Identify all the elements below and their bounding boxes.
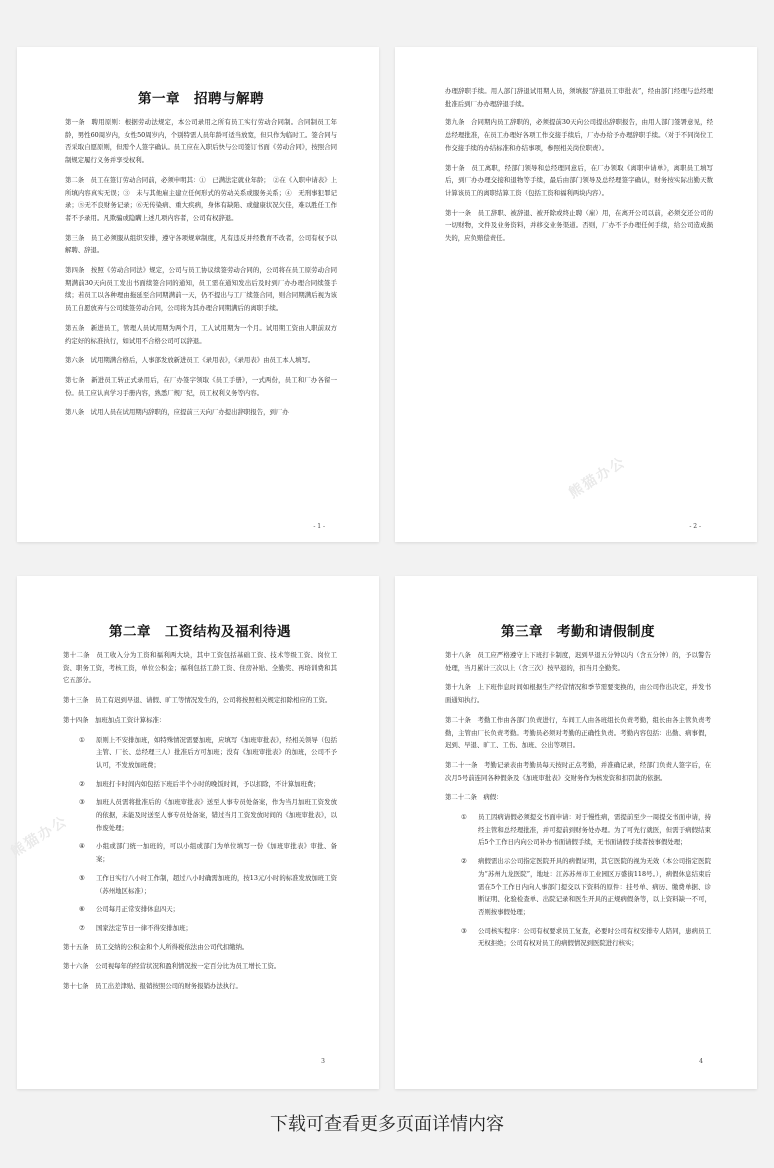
list-item-text: 小组或部门统一加班的，可以小组或部门为单位填写一份《加班审批表》审批、备案； [96,842,337,864]
watermark: 熊猫办公 [566,454,629,502]
download-more-prompt[interactable]: 下载可查看更多页面详情内容 [270,1114,504,1135]
article-paragraph: 办理辞职手续。用人部门辞退试用期人员，须填报“辞退员工审批表”，经由部门经理与总经理批准后到厂办办理辞退手续。 [445,87,713,108]
list-item [445,925,711,950]
list-number: ① [79,735,85,744]
list-item-text: 公司每月正常安排休息四天； [96,905,180,914]
article-paragraph: 第十五条 员工交纳的公积金和个人所得税依法由公司代扣缴纳。 [63,942,249,951]
list-item-text: 加班人员需将批准后的《加班审批表》送至人事专员处备案，作为当月加班工资发放的依据，未能及时送至人事专员处备案，错过当月工资发放时间的《加班审批表》，以作废处理； [96,798,337,832]
list-item [63,922,337,935]
list-number: ① [461,813,467,822]
list-item [63,734,337,772]
article-paragraph: 第八条 试用人员在试用期内辞职的，应提前三天向厂办提出辞职报告，到厂办 [65,408,289,417]
list-item-text: 公司核实程序：公司有权要求员工复查，必要时公司有权安排专人陪同，患病员工无权拒绝；公司有权对员工的病假情况到医院进行核实； [478,926,711,948]
article-paragraph: 第二十条 考勤工作由各部门负责进行，车间工人由各班组长负责考勤，组长由各主管负责考勤，主管由厂长负责考勤。考勤员必须对考勤的正确性负责。考勤内容包括：出勤、病事假，迟到、早退、旷工、工伤、加班、公出等项目。 [445,715,711,750]
article-paragraph: 第十二条 员工收入分为工资和福利两大块，其中工资包括基础工资、技术等级工资、岗位工资、职务工资，考核工资，单位公积金；福利包括工龄工资、住房补贴、全勤奖、再培训费和其它五部分。 [63,651,337,685]
chapter-title: 第三章 考勤和请假制度 [501,624,655,640]
list-item-text: 病假需出示公司指定医院开具的病假证明，其它医院的视为无效（本公司指定医院为“苏州九龙医院”，地址：江苏苏州市工业园区万盛街118号。），病假休息结束后需在5个工作日内向人事部门提交以下资料的原件：挂号单、病历、缴费单据、诊断证明、化验检查单、出院记录和医生开具的正规病假条等，以上资料缺一不可，否则按事假处理； [478,857,711,916]
article-paragraph: 第二十二条 病假： [445,793,503,802]
list-number: ⑥ [79,905,85,914]
list-item-text: 原则上不安排加班，如特殊情况需要加班，应填写《加班审批表》，经相关领导（包括主管、厂长、总经理三人）批准后方可加班；没有《加班审批表》的加班，公司不予认可，不发放加班费； [96,735,337,769]
document-page-1 [17,47,379,542]
article-paragraph: 第十三条 员工有迟到早退、请假、旷工等情况发生的，公司将按照相关规定扣除相应的工资。 [63,696,332,705]
list-number: ④ [79,842,85,851]
list-item [63,840,337,865]
chapter-title: 第一章 招聘与解聘 [138,91,264,107]
page-number: - 1 - [313,523,325,530]
article-paragraph: 第六条 试用期满合格后，人事部发放新进员工《录用表》，《录用表》由员工本人填写。 [65,356,315,365]
list-item [445,811,711,849]
list-item-text: 加班打卡时间内如包括下班后半个小时的晚饭时间，予以扣除，不计算加班费； [96,779,320,788]
list-number: ③ [461,926,467,935]
document-page-4 [395,576,757,1089]
article-paragraph: 第十条 员工离职，经部门领导和总经理同意后，在厂办领取《离职申请单》，离职员工填写后，到厂办办理交接和退物等手续，最后由部门领导及总经理签字确认，财务按实际出勤天数计算该员工的离职结算工资（包括工资和福利两块内容）。 [445,163,713,197]
list-number: ⑦ [79,923,85,932]
article-paragraph: 第七条 新进员工转正式录用后，在厂办签字领取《员工手册》，一式两份，员工和厂办各留一份。员工应认真学习手册内容，熟悉厂规厂纪，员工权利义务等内容。 [65,375,337,397]
chapter-title: 第二章 工资结构及福利待遇 [109,624,291,640]
article-paragraph: 第二十一条 考勤记录表由考勤员每天按时正点考勤，并准确记录，经部门负责人签字后，在次月5号前连同各种假条及《加班审批表》交财务作为核发资和扣罚款的依据。 [445,760,711,782]
article-paragraph: 第三条 员工必须服从组织安排，遵守各项规章制度，凡有违反并经教育不改者，公司有权予以解聘、辞退。 [65,233,337,255]
article-paragraph: 第二条 员工在签订劳动合同前，必须申明其：① 已满法定就业年龄； ②在《入职申请表》上所填内容真实无误；③ 未与其他雇主建立任何形式的劳动关系或服务关系；④ 无刑事犯罪记录；⑤无不良财务记录；⑥无传染病、重大疾病，身体有缺陷、或健康状况欠佳，难以胜任工作者不予录用。凡欺骗或隐瞒上述几项内容者，公司有权辞退。 [65,175,337,222]
list-item [63,796,337,834]
list-item [63,778,337,791]
list-item-text: 员工因病请假必须提交书面申请：对于慢性病，需提前至少一周提交书面申请，持经主管和总经理批准，并可提前到财务处办理。为了可先行就医，但需于病假结束后5个工作日内向公司补办书面请假手续，无书面请假手续者按事假处理； [478,813,711,847]
document-page-3 [8,576,379,1089]
watermark: 熊猫办公 [8,813,71,861]
article-paragraph: 第十四条 加班加点工资计算标准： [63,715,166,724]
list-item [63,903,337,916]
article-paragraph: 第一条 聘用原则：根据劳动法规定，本公司录用之所有员工实行劳动合同制。合同制员工年龄，男性60周岁内，女性50周岁内，个别特需人员年龄可适当放宽，但只作为临时工。签合同与否采取自愿原则，但需个人签字确认。员工应在入职后快与公司签订书面《劳动合同》，按照合同制规定履行义务并享受权利。 [65,118,337,165]
article-paragraph: 第五条 新进员工，管理人员试用期为两个月，工人试用期为一个月。试用期工资由人职前双方约定好的标准执行，如试用不合格公司可以辞退。 [65,323,337,345]
article-paragraph: 第十一条 员工辞职、被辞退、被开除或终止聘（雇）用，在离开公司以前，必须交还公司的一切财物，文件及业务资料，并移交业务渠道。否则，厂办不予办理任何手续，给公司造成损失的，应负赔偿责任。 [445,208,713,243]
list-item-text: 国家法定节日一律不得安排加班； [96,923,192,932]
article-paragraph: 第四条 按照《劳动合同法》规定，公司与员工协议续签劳动合同的，公司将在员工原劳动合同期满前30天向员工发出书面续签合同的通知，员工需在通知发出后及时到厂办办理合同续签手续；若员工以各种理由拖延至合同期满前一天，仍不提出与工厂续签合同，则合同期满后视为该员工自愿放弃与公司续签劳动合同，公司将为其办理合同期满后的离职手续。 [65,266,337,313]
list-number: ③ [79,798,85,807]
list-number: ② [79,779,85,788]
list-number: ⑤ [79,873,85,882]
page-number: - 2 - [689,523,701,530]
list-item-text: 工作日实行八小时工作制，超过八小时确需加班的，按13元/小时的标准发放加班工资（苏州地区标准）； [96,873,337,895]
document-page-2 [395,47,757,542]
article-paragraph: 第十六条 公司视每年的经营状况和盈利情况按一定百分比为员工增长工资。 [63,962,281,971]
article-paragraph: 第十八条 员工应严格遵守上下班打卡制度，迟到早退五分钟以内（含五分钟）的，予以警告处理，当月累计三次以上（含三次）按早退的，扣当月全勤奖。 [445,651,711,672]
list-item [445,855,711,919]
page-number: 4 [699,1058,703,1065]
article-paragraph: 第十七条 员工出差津贴、报销按照公司的财务报销办法执行。 [63,982,242,991]
list-number: ② [461,857,467,866]
list-item [63,872,337,897]
article-paragraph: 第十九条 上下班作息时间如根据生产经营情况和季节需要变换的，由公司作出决定，并发书面通知执行。 [445,683,711,705]
page-number: 3 [321,1058,325,1065]
article-paragraph: 第九条 合同期内员工辞职的，必须提前30天向公司提出辞职报告，由用人部门签署意见，经总经理批准，在员工办理好各项工作交接手续后，厂办办给予办理辞职手续。（对于不同岗位工作交接手续的办结标准和办结事项，参照相关岗位职责）。 [445,118,713,152]
